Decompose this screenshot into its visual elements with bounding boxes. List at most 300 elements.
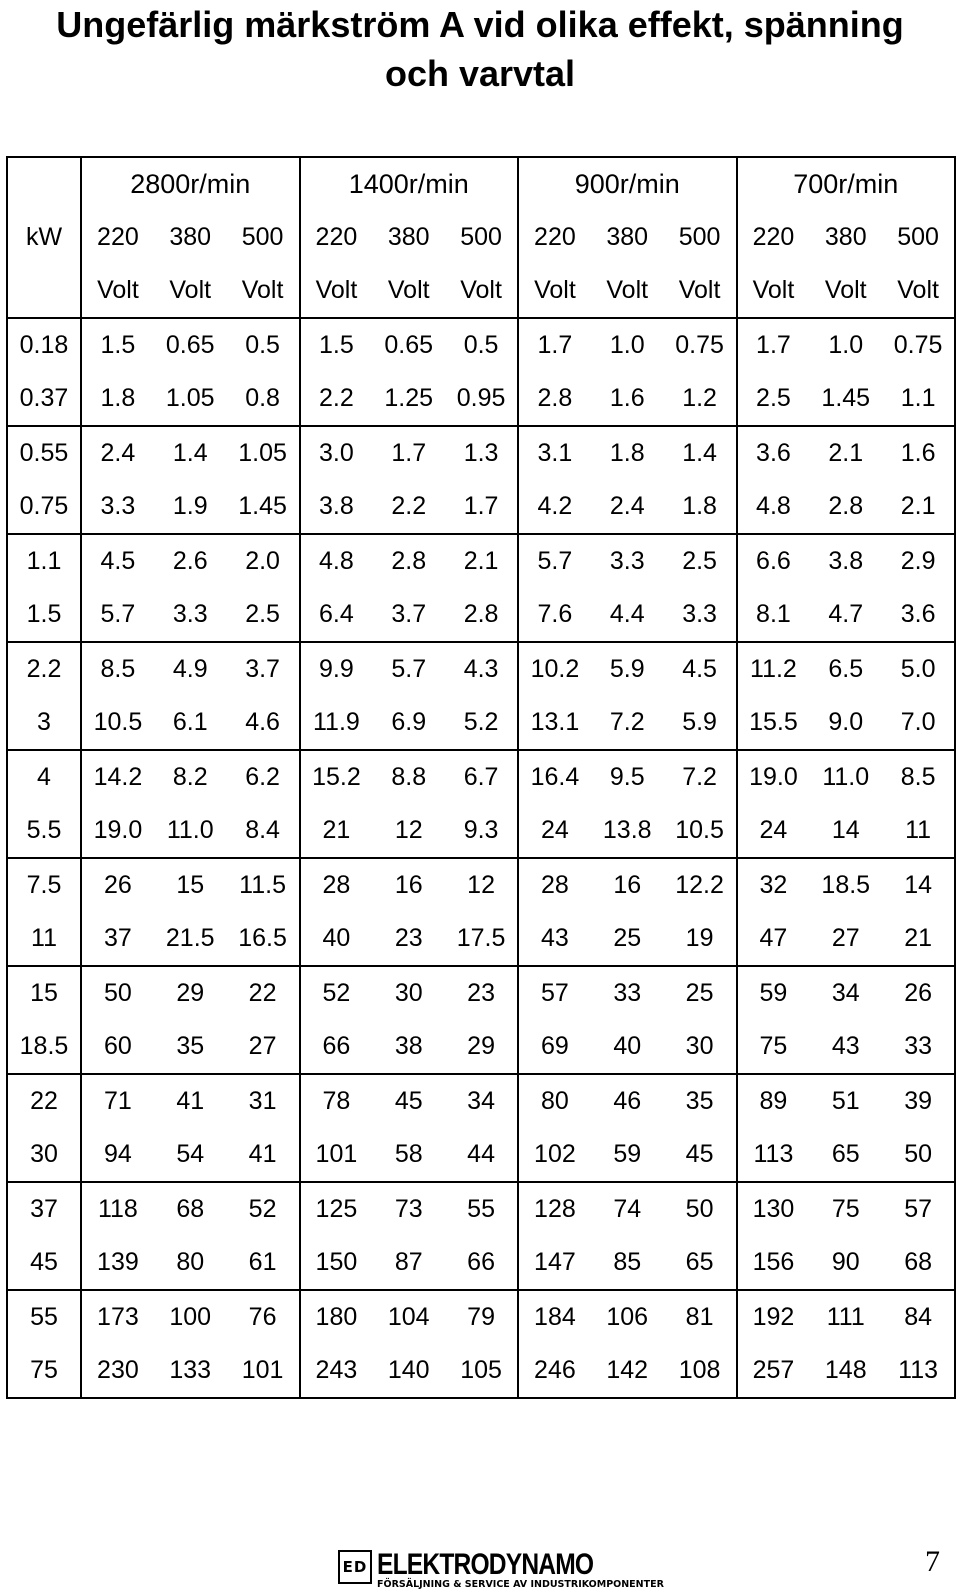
current-value: 15	[154, 858, 227, 912]
current-value: 1.7	[518, 318, 591, 372]
current-value: 100	[154, 1290, 227, 1344]
table-row	[7, 588, 955, 642]
kw-value: 7.5	[7, 858, 81, 912]
speed-header-row	[7, 157, 955, 211]
current-value: 45	[664, 1128, 737, 1182]
kw-value: 1.5	[7, 588, 81, 642]
current-value: 16	[591, 858, 664, 912]
kw-value: 0.75	[7, 480, 81, 534]
current-value: 139	[97, 1248, 139, 1276]
kw-value: 1.1	[7, 534, 81, 588]
current-value: 11.9	[313, 708, 360, 736]
current-value: 8.5	[81, 642, 154, 696]
logo-mark: ED	[338, 1550, 372, 1584]
current-value: 54	[176, 1140, 205, 1168]
current-value: 6.2	[227, 750, 300, 804]
voltage-header: 380	[824, 223, 867, 251]
current-value: 0.75	[664, 318, 737, 372]
current-value: 40	[613, 1032, 642, 1060]
current-value: 1.5	[300, 318, 373, 372]
voltage-unit: Volt	[534, 276, 576, 304]
current-value: 71	[81, 1074, 154, 1128]
current-value: 2.6	[154, 534, 227, 588]
current-value: 2.9	[882, 534, 955, 588]
table-row	[7, 642, 955, 696]
current-value: 75	[809, 1182, 882, 1236]
current-value: 1.5	[81, 318, 154, 372]
current-value: 0.65	[372, 318, 445, 372]
kw-value: 4	[7, 750, 81, 804]
current-value: 180	[300, 1290, 373, 1344]
current-value: 3.6	[737, 426, 810, 480]
current-value: 57	[518, 966, 591, 1020]
current-value: 2.1	[809, 426, 882, 480]
current-value: 150	[315, 1248, 358, 1276]
current-value: 25	[664, 966, 737, 1020]
table-row	[7, 696, 955, 750]
current-value: 1.7	[372, 426, 445, 480]
current-value: 230	[81, 1344, 154, 1398]
voltage-unit: Volt	[824, 276, 867, 304]
current-value: 11.2	[737, 642, 810, 696]
current-value: 3.8	[809, 534, 882, 588]
voltage-unit: Volt	[882, 264, 955, 318]
company-logo	[338, 1550, 664, 1590]
current-value: 50	[81, 966, 154, 1020]
current-value: 13.1	[530, 708, 580, 736]
current-value: 125	[300, 1182, 373, 1236]
current-value: 47	[759, 924, 788, 952]
current-value: 52	[300, 966, 373, 1020]
table-body	[7, 157, 955, 1398]
current-value: 3.8	[319, 492, 354, 520]
current-value: 28	[518, 858, 591, 912]
current-value: 0.75	[882, 318, 955, 372]
kw-value: 11	[7, 912, 81, 966]
current-value: 1.7	[737, 318, 810, 372]
current-value: 59	[737, 966, 810, 1020]
current-value: 7.2	[609, 708, 645, 736]
current-value: 19.0	[737, 750, 810, 804]
current-value: 147	[534, 1248, 576, 1276]
current-value: 140	[372, 1344, 445, 1398]
current-value: 4.7	[828, 600, 864, 628]
current-value: 44	[445, 1128, 518, 1182]
table-row	[7, 1128, 955, 1182]
speed-header: 1400r/min	[300, 157, 519, 211]
current-value: 0.95	[445, 372, 518, 426]
current-value: 9.5	[591, 750, 664, 804]
current-value: 5.7	[372, 642, 445, 696]
current-value: 75	[759, 1032, 788, 1060]
table-row	[7, 480, 955, 534]
current-value: 50	[882, 1128, 955, 1182]
current-value: 8.1	[756, 600, 791, 628]
current-value: 108	[664, 1344, 737, 1398]
current-value: 1.45	[821, 384, 871, 412]
voltage-header: 500	[882, 211, 955, 264]
current-value: 14.2	[81, 750, 154, 804]
current-value: 1.1	[882, 372, 955, 426]
current-value: 2.2	[391, 492, 427, 520]
current-value: 38	[394, 1032, 423, 1060]
current-value: 69	[541, 1032, 569, 1060]
current-value: 15.5	[749, 708, 798, 736]
current-value: 23	[394, 924, 423, 952]
table-row	[7, 1020, 955, 1074]
current-value: 81	[664, 1290, 737, 1344]
current-value: 11.5	[227, 858, 300, 912]
current-value: 66	[445, 1236, 518, 1290]
kw-unit-blank	[7, 264, 81, 318]
current-value: 24	[541, 816, 569, 844]
current-value: 15.2	[300, 750, 373, 804]
table-row	[7, 1074, 955, 1128]
current-value: 3.6	[882, 588, 955, 642]
current-value: 4.9	[154, 642, 227, 696]
table-row	[7, 1344, 955, 1398]
current-value: 2.8	[537, 384, 573, 412]
current-value: 9.3	[445, 804, 518, 858]
kw-value: 55	[7, 1290, 81, 1344]
current-value: 30	[372, 966, 445, 1020]
current-value: 3.3	[591, 534, 664, 588]
current-value: 3.0	[300, 426, 373, 480]
current-value: 0.5	[445, 318, 518, 372]
voltage-header: 380	[387, 223, 430, 251]
current-value: 1.0	[591, 318, 664, 372]
current-value: 10.2	[518, 642, 591, 696]
current-value: 39	[882, 1074, 955, 1128]
current-value: 84	[882, 1290, 955, 1344]
current-value: 148	[809, 1344, 882, 1398]
current-value: 52	[227, 1182, 300, 1236]
table-row	[7, 804, 955, 858]
current-value: 68	[882, 1236, 955, 1290]
corner-cell	[7, 157, 81, 211]
current-value: 22	[227, 966, 300, 1020]
current-value: 11	[882, 804, 955, 858]
current-value: 113	[753, 1140, 794, 1168]
current-value: 43	[541, 924, 569, 952]
kw-value: 45	[7, 1236, 81, 1290]
current-value: 1.8	[100, 384, 136, 412]
current-value: 35	[664, 1074, 737, 1128]
current-value: 27	[227, 1020, 300, 1074]
table-row	[7, 912, 955, 966]
current-value: 101	[227, 1344, 300, 1398]
current-value: 4.8	[756, 492, 791, 520]
current-value: 5.2	[445, 696, 518, 750]
kw-value: 18.5	[7, 1020, 81, 1074]
current-value: 16	[372, 858, 445, 912]
voltage-header: 220	[97, 223, 139, 251]
current-value: 7.0	[882, 696, 955, 750]
current-value: 61	[227, 1236, 300, 1290]
table-row	[7, 426, 955, 480]
brand-name: ELEKTRODYNAMO	[377, 1548, 594, 1581]
current-value: 2.1	[882, 480, 955, 534]
current-value: 3.7	[391, 600, 427, 628]
voltage-unit: Volt	[664, 264, 737, 318]
current-value: 7.2	[664, 750, 737, 804]
current-value: 31	[227, 1074, 300, 1128]
current-value: 105	[445, 1344, 518, 1398]
current-value: 80	[518, 1074, 591, 1128]
current-value: 6.4	[319, 600, 354, 628]
current-value: 0.65	[154, 318, 227, 372]
current-value: 7.6	[537, 600, 573, 628]
current-value: 19	[664, 912, 737, 966]
current-value: 19.0	[93, 816, 143, 844]
current-value: 59	[613, 1140, 642, 1168]
current-value: 11.0	[166, 816, 214, 844]
current-value: 4.8	[300, 534, 373, 588]
current-value: 16.4	[518, 750, 591, 804]
current-value: 21.5	[165, 924, 215, 952]
unit-header-row	[7, 264, 955, 318]
current-value: 21	[322, 816, 351, 844]
current-value: 2.8	[828, 492, 864, 520]
current-value: 2.4	[609, 492, 645, 520]
current-value: 5.9	[591, 642, 664, 696]
current-value: 1.05	[227, 426, 300, 480]
current-value: 102	[534, 1140, 576, 1168]
current-value: 16.5	[227, 912, 300, 966]
current-value: 113	[882, 1344, 955, 1398]
table-row	[7, 318, 955, 372]
table-row	[7, 1290, 955, 1344]
current-table	[6, 156, 956, 1399]
current-value: 66	[322, 1032, 351, 1060]
current-value: 17.5	[445, 912, 518, 966]
current-value: 1.2	[664, 372, 737, 426]
voltage-header: 500	[227, 211, 300, 264]
current-value: 28	[300, 858, 373, 912]
current-value: 26	[882, 966, 955, 1020]
current-value: 8.2	[154, 750, 227, 804]
current-value: 4.5	[81, 534, 154, 588]
current-value: 65	[831, 1140, 860, 1168]
current-value: 4.6	[227, 696, 300, 750]
page-title	[0, 0, 960, 98]
voltage-header: 500	[664, 211, 737, 264]
current-value: 5.0	[882, 642, 955, 696]
current-value: 33	[591, 966, 664, 1020]
current-value: 6.1	[172, 708, 208, 736]
current-value: 3.3	[664, 588, 737, 642]
current-value: 1.05	[165, 384, 215, 412]
current-value: 3.7	[227, 642, 300, 696]
current-value: 1.45	[227, 480, 300, 534]
current-value: 111	[809, 1290, 882, 1344]
current-value: 65	[664, 1236, 737, 1290]
current-value: 25	[613, 924, 642, 952]
current-value: 1.6	[609, 384, 645, 412]
current-value: 101	[315, 1140, 358, 1168]
voltage-header: 380	[606, 223, 649, 251]
current-value: 34	[809, 966, 882, 1020]
current-value: 11.0	[809, 750, 882, 804]
current-value: 40	[322, 924, 351, 952]
current-value: 35	[176, 1032, 205, 1060]
current-value: 12	[445, 858, 518, 912]
voltage-header: 220	[534, 223, 576, 251]
current-value: 1.4	[154, 426, 227, 480]
current-value: 10.5	[664, 804, 737, 858]
current-value: 33	[882, 1020, 955, 1074]
voltage-unit: Volt	[97, 276, 139, 304]
current-value: 156	[752, 1248, 795, 1276]
current-value: 3.3	[100, 492, 136, 520]
voltage-header: 380	[169, 223, 212, 251]
current-value: 29	[445, 1020, 518, 1074]
current-value: 89	[737, 1074, 810, 1128]
current-value: 45	[372, 1074, 445, 1128]
current-value: 5.7	[100, 600, 136, 628]
kw-value: 2.2	[7, 642, 81, 696]
current-value: 4.2	[537, 492, 573, 520]
kw-value: 0.55	[7, 426, 81, 480]
current-value: 90	[831, 1248, 860, 1276]
voltage-unit: Volt	[315, 276, 358, 304]
voltage-unit: Volt	[606, 276, 649, 304]
current-value: 21	[882, 912, 955, 966]
current-value: 2.2	[319, 384, 354, 412]
current-value: 2.5	[664, 534, 737, 588]
kw-header: kW	[7, 211, 81, 264]
current-value: 2.8	[372, 534, 445, 588]
current-value: 5.9	[664, 696, 737, 750]
current-value: 37	[104, 924, 132, 952]
current-value: 4.4	[609, 600, 645, 628]
current-value: 257	[737, 1344, 810, 1398]
current-value: 142	[591, 1344, 664, 1398]
current-value: 243	[300, 1344, 373, 1398]
current-value: 0.5	[227, 318, 300, 372]
current-value: 1.8	[591, 426, 664, 480]
current-value: 1.0	[809, 318, 882, 372]
current-value: 85	[613, 1248, 642, 1276]
current-value: 51	[809, 1074, 882, 1128]
current-value: 1.25	[384, 384, 434, 412]
table-row	[7, 1236, 955, 1290]
voltage-unit: Volt	[227, 264, 300, 318]
speed-header: 2800r/min	[81, 157, 300, 211]
current-value: 184	[518, 1290, 591, 1344]
kw-value: 0.18	[7, 318, 81, 372]
current-value: 32	[737, 858, 810, 912]
table-row	[7, 966, 955, 1020]
kw-value: 37	[7, 1182, 81, 1236]
current-value: 58	[394, 1140, 423, 1168]
kw-value: 5.5	[7, 804, 81, 858]
current-value: 104	[372, 1290, 445, 1344]
current-value: 6.5	[809, 642, 882, 696]
current-value: 1.3	[445, 426, 518, 480]
current-value: 13.8	[602, 816, 652, 844]
kw-value: 75	[7, 1344, 81, 1398]
voltage-unit: Volt	[445, 264, 518, 318]
current-value: 8.5	[882, 750, 955, 804]
current-value: 1.9	[172, 492, 208, 520]
current-value: 9.9	[300, 642, 373, 696]
current-value: 26	[81, 858, 154, 912]
current-value: 192	[737, 1290, 810, 1344]
current-value: 106	[591, 1290, 664, 1344]
table-row	[7, 750, 955, 804]
current-value: 0.8	[227, 372, 300, 426]
current-value: 10.5	[93, 708, 143, 736]
table-row	[7, 372, 955, 426]
current-value: 4.5	[664, 642, 737, 696]
current-value: 2.5	[227, 588, 300, 642]
current-value: 6.9	[391, 708, 427, 736]
current-value: 2.8	[445, 588, 518, 642]
current-value: 50	[664, 1182, 737, 1236]
current-value: 2.5	[756, 384, 791, 412]
current-value: 76	[227, 1290, 300, 1344]
current-value: 24	[759, 816, 788, 844]
current-value: 23	[445, 966, 518, 1020]
table-row	[7, 534, 955, 588]
current-value: 1.8	[664, 480, 737, 534]
current-value: 173	[81, 1290, 154, 1344]
title-line-1: Ungefärlig märkström A vid olika effekt, spänning	[56, 4, 904, 45]
current-value: 2.4	[81, 426, 154, 480]
voltage-header: 220	[752, 223, 795, 251]
kw-value: 30	[7, 1128, 81, 1182]
title-line-2: och varvtal	[384, 53, 576, 94]
current-value: 18.5	[809, 858, 882, 912]
current-value: 94	[104, 1140, 132, 1168]
current-value: 60	[104, 1032, 132, 1060]
current-value: 57	[882, 1182, 955, 1236]
current-value: 27	[831, 924, 860, 952]
current-value: 79	[445, 1290, 518, 1344]
current-value: 73	[372, 1182, 445, 1236]
voltage-unit: Volt	[752, 276, 795, 304]
current-value: 6.6	[737, 534, 810, 588]
current-value: 2.1	[445, 534, 518, 588]
current-value: 128	[518, 1182, 591, 1236]
page-number: 7	[925, 1545, 940, 1578]
voltage-unit: Volt	[169, 276, 212, 304]
speed-header: 700r/min	[737, 157, 956, 211]
kw-value: 3	[7, 696, 81, 750]
current-value: 55	[445, 1182, 518, 1236]
voltage-header-row	[7, 211, 955, 264]
current-value: 12	[394, 816, 423, 844]
current-value: 8.4	[227, 804, 300, 858]
current-value: 78	[300, 1074, 373, 1128]
speed-header: 900r/min	[518, 157, 737, 211]
voltage-header: 220	[315, 223, 358, 251]
current-value: 3.1	[518, 426, 591, 480]
current-value: 80	[176, 1248, 205, 1276]
current-value: 41	[154, 1074, 227, 1128]
table-row	[7, 1182, 955, 1236]
current-value: 43	[831, 1032, 860, 1060]
current-value: 1.4	[664, 426, 737, 480]
current-value: 41	[227, 1128, 300, 1182]
current-value: 14	[831, 816, 860, 844]
current-value: 30	[664, 1020, 737, 1074]
current-value: 118	[81, 1182, 154, 1236]
current-value: 68	[154, 1182, 227, 1236]
current-value: 29	[154, 966, 227, 1020]
current-value: 87	[394, 1248, 423, 1276]
